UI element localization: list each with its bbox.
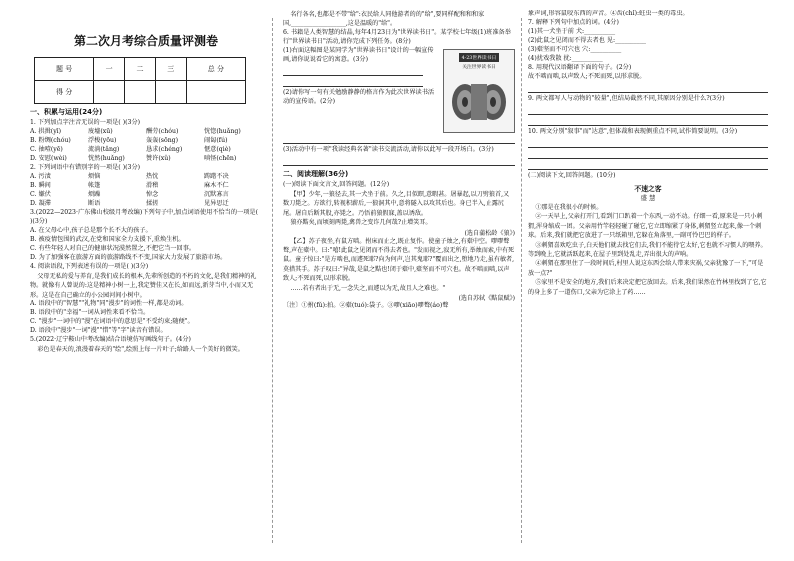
- option: 嗔怪(chēn): [204, 154, 237, 162]
- story-paragraph: ②一天早上,父亲打开门,看到门口趴着一个东西,一动不动。仔细一看,原来是一只小刺猬,浑身缩成一团。父亲用竹竿轻轻碰了碰它,它立即缩紧了身体,刺猬竖立起来,像一个刺球。后来,我们就把它放进了一只纸箱里,它躲在角落里,一副可怜巴巴的样子。: [528, 213, 763, 240]
- question-3: 3.(2022—2023·广东佛山校级月考改编)下列句子中,加点词语使用不恰当的一项是( )(3分): [30, 208, 259, 225]
- column-2: [283, 10, 515, 555]
- option-row: [30, 173, 262, 182]
- option: 酬劳(chóu): [146, 127, 179, 135]
- question-4: 4. 阅读语段,下列表述有误的一项是( )(3分): [30, 262, 149, 270]
- option: A. 污渍: [30, 172, 51, 180]
- answer-line[interactable]: [528, 161, 768, 170]
- score-row-label: 得 分: [35, 81, 94, 104]
- question-9: 9. 两文都写人与动物的"较量",但结局截然不同,其原因分别是什么?(3分): [528, 94, 725, 102]
- answer-line[interactable]: [283, 78, 423, 87]
- score-header-cell: 总 分: [186, 58, 245, 81]
- column-divider: [272, 18, 273, 543]
- option: 见异思迁: [204, 199, 229, 207]
- option: B. 粉绸(chóu): [30, 136, 71, 144]
- option: 闹匐(fú): [204, 136, 228, 144]
- source-note: (选自蒲松龄《狼》): [464, 229, 515, 237]
- column-3: [528, 10, 768, 555]
- story-author: 盛 慧: [640, 193, 656, 202]
- score-header-cell: 三: [155, 58, 186, 81]
- option: 惬意(qiè): [204, 145, 231, 153]
- score-header-cell: 一: [94, 58, 125, 81]
- question-8: 8. 用现代汉语翻译下面的句子。(2分): [528, 63, 632, 71]
- part-heading: (二)阅读下文,回答问题。(10分): [528, 171, 616, 179]
- source-note: (选自苏轼《黠鼠赋》): [458, 295, 515, 303]
- option: B. 被疫情包围的武汉,在党和国家全力支援下,重焕生机。: [30, 235, 185, 243]
- annotation-notes: 〔注〕①拊(fǔ):拍。②橐(tuó):袋子。③嘐(xiāo)嘐聱(áo)聱: [283, 302, 449, 310]
- question-10: 10. 两文分别"叙事"而"达意",但体裁和表现侧重点不同,试作简要说明。(3分): [528, 127, 738, 135]
- score-table: [34, 57, 246, 104]
- option: C. 有些年轻人对自己的健康状况漠然置之,不把它当一回事。: [30, 244, 196, 252]
- option: B. 瞬间: [30, 181, 51, 189]
- story-paragraph: ④刺猬在那里住了一段时间后,村里人说这东西会给人带来灾祸,父亲犹豫了一下,"可是放一点?": [528, 260, 764, 277]
- question-7: 7. 解释下列句中加点的词。(4分): [528, 18, 619, 26]
- option: A. 语段中的"智慧""礼物"同"漫步"的词性一样,都是动词。: [30, 300, 188, 308]
- option: 烦恼: [88, 172, 101, 180]
- question-6: 6. 书籍是人类智慧的结晶,每年4月23日为"世界读书日"。某学校七年级(1)班准备举行"世界读书日"活动,请你完成下列任务。(8分): [283, 28, 511, 45]
- poster-image: [443, 49, 515, 133]
- option: B. 语段中的"幸福"一词从词性来看不恰当。: [30, 309, 150, 317]
- option: 恳求(chéng): [146, 145, 183, 153]
- option: 热忱: [146, 172, 159, 180]
- option-row: [30, 182, 262, 191]
- part-heading: (一)阅读下面文言文,回答问题。(12分): [283, 180, 390, 188]
- passage-jia-end: 狼亦黠矣,而顷刻两毙,禽兽之变诈几何哉?止增笑耳。: [290, 219, 432, 227]
- option: 流淌(tǎng): [88, 145, 120, 153]
- option: D. 为了加强客在旅游方面的旅游路线不不变,国家大力发展了旅游市场。: [30, 253, 227, 261]
- column-divider: [521, 18, 522, 543]
- option-row: [30, 128, 262, 137]
- option: 恍惚(huǎng): [204, 127, 241, 135]
- story-paragraph: ①那是在我很小的时候。: [535, 203, 603, 211]
- option: 帐篷: [88, 181, 101, 189]
- score-header-row: [35, 58, 246, 81]
- sub-item: (1)其一犬坐于前 犬:__________: [528, 27, 616, 35]
- option: 烦躁: [88, 190, 101, 198]
- answer-line[interactable]: [283, 157, 515, 166]
- passage-yi-end: ……若有者出于无,一念失之,而遽以为无,故且人之难也。": [290, 284, 446, 292]
- option: 滑稽: [146, 181, 159, 189]
- sub-item: (2)此鼠之见闭而不得去者也 见:__________: [528, 36, 647, 44]
- option: 揉搓: [146, 199, 159, 207]
- column-1: [30, 10, 262, 555]
- answer-line[interactable]: [528, 84, 768, 93]
- scroll-book-icon: [449, 70, 509, 128]
- question-6-1: (1)右面这幅图是某同学为"世界读书日"设计的一幅宣传画,请你说说看它的寓意。(3分): [283, 46, 434, 63]
- sub-item: 故不啮而啮,以声致人;不死而死,以形求脱。: [528, 72, 646, 80]
- answer-line[interactable]: [528, 150, 768, 159]
- option: C. 嫌伏: [30, 190, 51, 198]
- sub-item: (4)扰戏我散 扰:__________: [528, 54, 603, 62]
- story-paragraph: ⑤家里不是安全的地方,我们后来决定把它放回去。后来,我们果然在竹林里找到了它,它的身上多了一道伤口,父亲为它涂上了药……: [528, 279, 767, 296]
- option: C. 抽噎(yē): [30, 145, 63, 153]
- story-title: 不速之客: [634, 184, 662, 193]
- option: 麻木不仁: [204, 181, 229, 189]
- option: 恍然(huǎng): [88, 154, 125, 162]
- annotation-notes: 象声词,形容鼠咬东西的声音。④齿(chǐ):蛀虫一类的毒虫。: [528, 10, 689, 17]
- section-heading: 一、积累与运用(24分): [30, 108, 103, 116]
- option: 悼念: [146, 190, 159, 198]
- option: 浮梭(yōu): [88, 136, 117, 144]
- option: C. "漫步"一词中的"漫"在词语中的意思是"不受约束;随便"。: [30, 318, 194, 326]
- answer-line[interactable]: [283, 67, 423, 76]
- option: 轰轰(sōng): [146, 136, 179, 144]
- option: A. 在父母心中,孩子总是那个长不大的孩子。: [30, 226, 152, 234]
- question-6-3: (3)活动中有一项"我读经典名著"读书交流活动,请你以此写一段开场白。(3分): [283, 145, 494, 153]
- option: 沉默寡言: [204, 190, 229, 198]
- poster-caption: 4·23世界读书日: [459, 53, 500, 62]
- option-row: [30, 200, 262, 209]
- score-cell[interactable]: [186, 81, 245, 104]
- score-header-cell: 题 号: [35, 58, 94, 81]
- option: 赞许(xǔ): [146, 154, 171, 162]
- score-cell[interactable]: [94, 81, 125, 104]
- sub-item: (3)橐坚而不可穴也 穴:__________: [528, 45, 622, 53]
- score-row: [35, 81, 246, 104]
- passage-jia: 【甲】少年,一狼径去,其一犬坐于前。久之,目似瞑,意暇甚。屠暴起,以刀劈狼首,又数刀毙之。方欲行,转视积薪后,一狼洞其中,意将隧入以攻其后也。身已半入,止露尻尾。屠自后断其股,亦毙之。乃悟前狼假寐,盖以诱敌。: [283, 190, 510, 217]
- reading-passage: 父母无私的爱与养育,是我们成长的根本,先辈所创造的不朽的文化,是我们精神的礼物。就像有人曾说的:这是精神小树一上,我定赞佳又在长,如而远,新芽当中,小而又无形。这是在自己确立的小公园河间小树中。: [30, 272, 257, 299]
- option: D. 凝滞: [30, 199, 52, 207]
- option: 废墟(xū): [88, 127, 113, 135]
- score-cell[interactable]: [155, 81, 186, 104]
- answer-line[interactable]: [528, 117, 768, 126]
- question-6-2: (2)请你写一句有关勉励静静的格言作为此次世界读书活动的宣传语。(2分): [283, 88, 435, 105]
- question-2: 2. 下列词语中有错别字的一项是( )(3分): [30, 163, 141, 171]
- reading-passage: 彩色是春天的,浪漫着春天的"绘",绘照上每一片叶子;给路人一个美好的微笑。: [37, 345, 244, 353]
- score-header-cell: 二: [125, 58, 156, 81]
- answer-line[interactable]: [528, 106, 768, 115]
- option: 踌躇不决: [204, 172, 229, 180]
- option-row: [30, 137, 262, 146]
- option-row: [30, 155, 262, 164]
- option: D. 安慰(wèi): [30, 154, 67, 162]
- option-row: [30, 146, 262, 155]
- score-cell[interactable]: [125, 81, 156, 104]
- page-title: 第二次月考综合质量评测卷: [73, 34, 218, 48]
- section-heading: 二、阅读理解(36分): [283, 169, 349, 178]
- question-1: 1. 下列加点字注音无误的一项是( )(3分): [30, 119, 141, 126]
- answer-line[interactable]: [283, 135, 515, 144]
- question-5: 5.(2022·辽宁鞍山中考改编)结合语境仿写画线句子。(4分): [30, 335, 191, 343]
- option: A. 拱揖(yī): [30, 127, 62, 135]
- reading-passage: 名行各名,也都是不带"给":衣民给人同他游者的的"给",要同样配和和和家国,__________________,这是温暖的"给"。: [283, 11, 485, 28]
- option: 断语: [88, 199, 101, 207]
- passage-yi: 【乙】苏子夜坐,有鼠方啮。拊床而止之,既止复作。使童子烛之,有橐中空。嘐嘐聱聱,声在橐中。曰:"嘻!此鼠之见闭而不得去者也。"发而视之,寂无所有,举烛而索,中有死鼠。童子惊曰:"是方啮也,而遽死耶?向为何声,岂其鬼耶?"覆而出之,堕地乃走,虽有敏者,莫措其手。苏子叹曰:"异哉,是鼠之黠也!闭于橐中,橐坚而不可穴也。故不啮而啮,以声致人;不死而死,以形求脱。: [283, 237, 515, 283]
- poster-subcaption: 关注世界读书日: [462, 64, 496, 70]
- story-paragraph: ③刺猬喜欢吃虫子,白天他们就去找它们去,我们不能待它太好,它也就不习惯人的喂养。等到晚上,它就活跃起来,在屋子里到处乱走,弄出很大的声响。: [528, 241, 767, 259]
- option-row: [30, 191, 262, 200]
- option: D. 语段中"漫步"一词"漫""惜"等"字"读音有错误。: [30, 327, 167, 334]
- answer-line[interactable]: [528, 139, 768, 148]
